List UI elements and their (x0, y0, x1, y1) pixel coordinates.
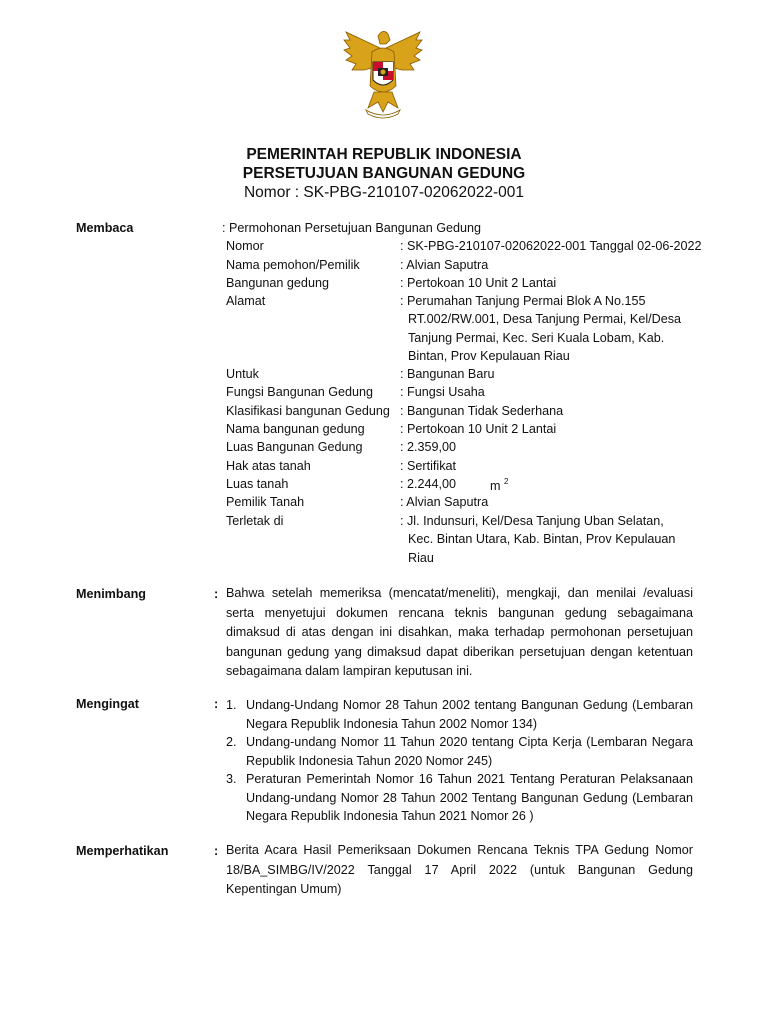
list-item (226, 770, 693, 826)
val-bangunan-gedung: : Pertokoan 10 Unit 2 Lantai (400, 276, 557, 290)
key-alamat: Alamat (226, 294, 266, 308)
key-terletak: Terletak di (226, 514, 284, 528)
key-nama-pemohon: Nama pemohon/Pemilik (226, 258, 360, 272)
val-terletak-cont-1: Kec. Bintan Utara, Kab. Bintan, Prov Kepulauan (408, 532, 676, 546)
unit-superscript: 2 (504, 477, 509, 486)
key-pemilik-tanah: Pemilik Tanah (226, 495, 305, 509)
memperhatikan-text: Berita Acara Hasil Pemeriksaan Dokumen Rencana Teknis TPA Gedung Nomor 18/BA_SIMBG/IV/2022 Tanggal 17 April 2022 (untuk Bangunan Gedung Kepentingan Umum) (226, 843, 693, 896)
label-menimbang: Menimbang (76, 587, 146, 601)
val-fungsi: : Fungsi Usaha (400, 385, 485, 399)
menimbang-text: Bahwa setelah memeriksa (mencatat/meneliti), mengkaji, dan menilai /evaluasi serta menyetujui dokumen rencana teknis bangunan gedung sebagaimana dimaksud di atas dengan ini disahkan, maka terhadap permohonan persetujuan bangunan gedung yang dimaksud dapat diberikan persetujuan dengan ketentuan sebagaimana dalam lampiran keputusan ini. (226, 586, 693, 678)
val-terletak: : Jl. Indunsuri, Kel/Desa Tanjung Uban Selatan, (400, 514, 664, 528)
key-luas-tanah: Luas tanah (226, 477, 289, 491)
key-nama-bangunan: Nama bangunan gedung (226, 422, 365, 436)
key-bangunan-gedung: Bangunan gedung (226, 276, 329, 290)
garuda-emblem-icon (340, 28, 426, 120)
label-mengingat: Mengingat (76, 697, 139, 711)
key-luas-bangunan: Luas Bangunan Gedung (226, 440, 363, 454)
luas-tanah-unit (490, 477, 508, 493)
unit-m: m (490, 479, 501, 493)
val-alamat-cont-3: Bintan, Prov Kepulauan Riau (408, 349, 570, 363)
key-fungsi: Fungsi Bangunan Gedung (226, 385, 374, 399)
val-untuk: : Bangunan Baru (400, 367, 495, 381)
memperhatikan-colon: : (214, 844, 219, 858)
val-hak-tanah: : Sertifikat (400, 459, 456, 473)
val-alamat: : Perumahan Tanjung Permai Blok A No.155 (400, 294, 646, 308)
label-membaca: Membaca (76, 221, 134, 235)
key-hak-tanah: Hak atas tanah (226, 459, 311, 473)
mengingat-list (226, 696, 693, 826)
val-luas-bangunan: : 2.359,00 (400, 440, 457, 454)
label-memperhatikan: Memperhatikan (76, 844, 169, 858)
mengingat-colon: : (214, 697, 219, 711)
membaca-intro: : Permohonan Persetujuan Bangunan Gedung (222, 221, 482, 235)
val-nama-bangunan: : Pertokoan 10 Unit 2 Lantai (400, 422, 557, 436)
val-luas-tanah: : 2.244,00 (400, 477, 457, 491)
val-nomor: : SK-PBG-210107-02062022-001 Tanggal 02-06-2022 (400, 239, 702, 253)
val-pemilik-tanah: : Alvian Saputra (400, 495, 489, 509)
val-alamat-cont-1: RT.002/RW.001, Desa Tanjung Permai, Kel/Desa (408, 312, 682, 326)
val-nama-pemohon: : Alvian Saputra (400, 258, 489, 272)
list-number: 2. (226, 735, 237, 749)
list-number: 3. (226, 772, 237, 786)
list-item (226, 733, 693, 770)
header-number: Nomor : SK-PBG-210107-02062022-001 (243, 184, 525, 201)
header-title: PERSETUJUAN BANGUNAN GEDUNG (242, 165, 526, 182)
list-number: 1. (226, 698, 237, 712)
key-nomor: Nomor (226, 239, 264, 253)
menimbang-colon: : (214, 587, 219, 601)
list-item (226, 696, 693, 733)
document-header (0, 145, 768, 202)
list-text: Undang-Undang Nomor 28 Tahun 2002 tentang Bangunan Gedung (Lembaran Negara Republik Indonesia Tahun 2002 Nomor 134) (246, 698, 693, 731)
val-terletak-cont-2: Riau (408, 551, 434, 565)
key-untuk: Untuk (226, 367, 259, 381)
key-klasifikasi: Klasifikasi bangunan Gedung (226, 404, 390, 418)
list-text: Peraturan Pemerintah Nomor 16 Tahun 2021 Tentang Peraturan Pelaksanaan Undang-undang Nomor 28 Tahun 2002 Tentang Bangunan Gedung (Lembaran Negara Republik Indonesia Tahun 2021 Nomor 26 ) (246, 772, 693, 823)
val-klasifikasi: : Bangunan Tidak Sederhana (400, 404, 564, 418)
val-alamat-cont-2: Tanjung Permai, Kec. Seri Kuala Lobam, Kab. (408, 331, 665, 345)
header-government: PEMERINTAH REPUBLIK INDONESIA (246, 146, 522, 163)
list-text: Undang-undang Nomor 11 Tahun 2020 tentang Cipta Kerja (Lembaran Negara Republik Indonesia Tahun 2020 Nomor 245) (246, 735, 693, 768)
